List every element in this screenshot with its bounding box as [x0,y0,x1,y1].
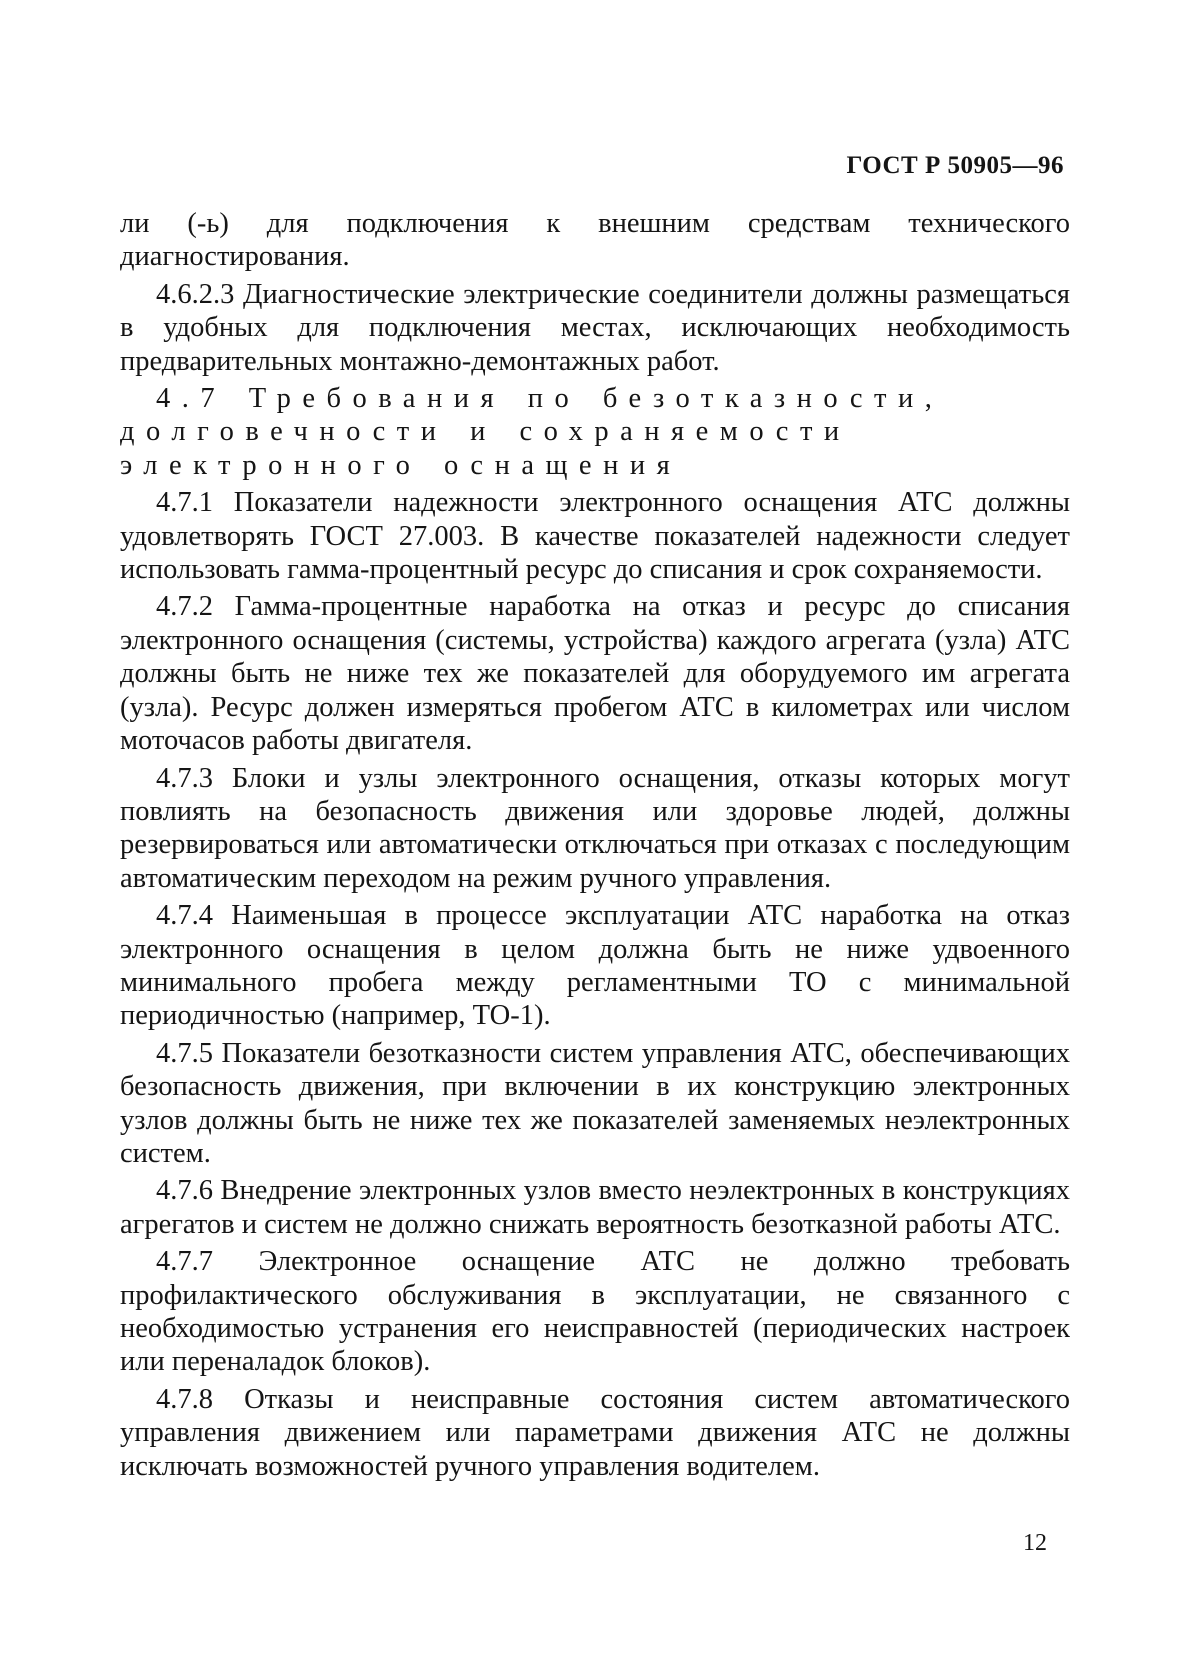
paragraph-4-7-5: 4.7.5 Показатели безотказности систем управления АТС, обеспечивающих безопасность движения, при включении в их конструкцию электронных узлов должны быть не ниже тех же показателей заменяемых неэлектронных систем. [120,1037,1070,1169]
body-text [120,207,1070,1487]
paragraph-continuation: ли (-ь) для подключения к внешним средствам технического диагностирования. [120,208,1070,273]
paragraph-4-7-3: 4.7.3 Блоки и узлы электронного оснащения, отказы которых могут повлиять на безопасность движения или здоровье людей, должны резервироваться или автоматически отключаться при отказах с последующим автоматическим переходом на режим ручного управления. [120,762,1070,894]
paragraph-4-7-2: 4.7.2 Гамма-процентные наработка на отказ и ресурс до списания электронного оснащения (системы, устройства) каждого агрегата (узла) АТС должны быть не ниже тех же показателей для оборудуемого им агрегата (узла). Ресурс должен измеряться пробегом АТС в километрах или числом моточасов работы двигателя. [120,591,1070,757]
paragraph-4-7-1: 4.7.1 Показатели надежности электронного оснащения АТС должны удовлетворять ГОСТ 27.003. В качестве показателей надежности следует использовать гамма-процентный ресурс до списания и срок сохраняемости. [120,487,1070,586]
paragraph-4-7-7: 4.7.7 Электронное оснащение АТС не должно требовать профилактического обслуживания в эксплуатации, не связанного с необходимостью устранения его неисправностей (периодических настроек или переналадок блоков). [120,1246,1070,1378]
page-number: 12 [1023,1530,1047,1556]
paragraph-4-7-8: 4.7.8 Отказы и неисправные состояния систем автоматического управления движением или параметрами движения АТС не должны исключать возможностей ручного управления водителем. [120,1383,1070,1482]
paragraph-4-6-2-3: 4.6.2.3 Диагностические электрические соединители должны размещаться в удобных для подключения местах, исключающих необходимость предварительных монтажно-демонтажных работ. [120,278,1070,377]
standard-designation: ГОСТ Р 50905—96 [846,152,1064,179]
paragraph-4-7-6: 4.7.6 Внедрение электронных узлов вместо неэлектронных в конструкциях агрегатов и систем не должно снижать вероятность безотказной работы АТС. [120,1175,1070,1240]
section-heading-4-7: 4.7 Требования по безотказности, долговечности и сохраняемости электронного оснащения [120,383,944,481]
paragraph-4-7-4: 4.7.4 Наименьшая в процессе эксплуатации АТС наработка на отказ электронного оснащения в целом должна быть не ниже удвоенного минимального пробега между регламентными ТО с минимальной периодичностью (например, ТО-1). [120,900,1070,1032]
